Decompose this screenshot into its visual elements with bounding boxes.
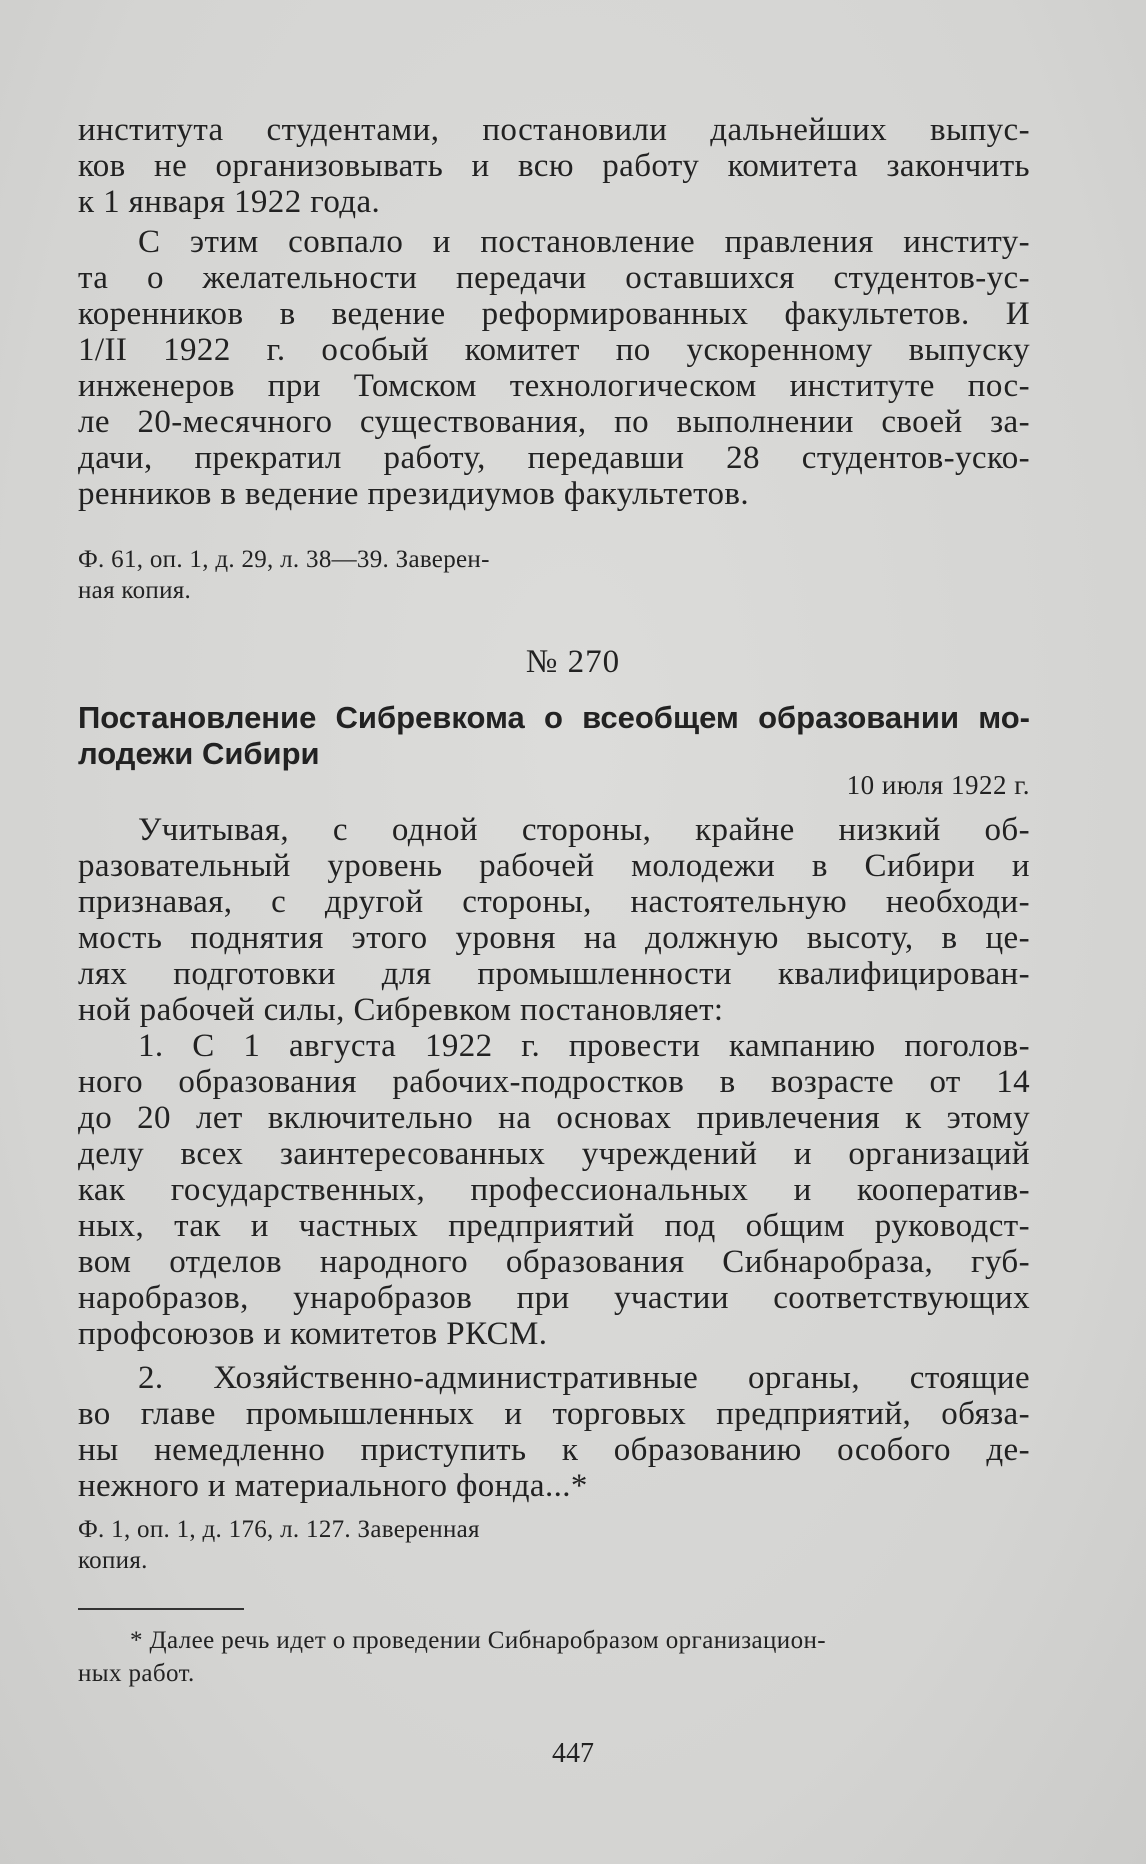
- text-line: мость поднятия этого уровня на должную высоту, в це-: [78, 920, 1030, 956]
- text-line: разовательный уровень рабочей молодежи в Сибири и: [78, 848, 1030, 884]
- document-date-wrap: [78, 768, 1030, 802]
- footnote: [78, 1624, 1030, 1690]
- text-line: ков не организовывать и всю работу комитета закончить: [78, 148, 1030, 184]
- footnote-line: * Далее речь идет о проведении Сибнаробразом организацион-: [130, 1627, 826, 1654]
- paragraph-point-2: [78, 1360, 1030, 1504]
- source-line: Ф. 61, оп. 1, д. 29, л. 38—39. Заверен-: [78, 546, 490, 573]
- document-number: № 270: [525, 644, 621, 680]
- text-line: коренников в ведение реформированных факультетов. И: [78, 296, 1030, 332]
- text-line: 1. С 1 августа 1922 г. провести кампанию поголов-: [138, 1028, 1030, 1064]
- text-line: во главе промышленных и торговых предприятий, обяза-: [78, 1396, 1030, 1432]
- text-line: института студентами, постановили дальнейших выпус-: [78, 112, 1030, 148]
- source-line: копия.: [78, 1547, 148, 1574]
- text-line: ных, так и частных предприятий под общим руководст-: [78, 1208, 1030, 1244]
- text-line: как государственных, профессиональных и кооператив-: [78, 1172, 1030, 1208]
- text-line: ной рабочей силы, Сибревком постановляет:: [78, 992, 724, 1028]
- text-line: 1/II 1922 г. особый комитет по ускоренному выпуску: [78, 332, 1030, 368]
- page-number: 447: [552, 1738, 594, 1769]
- text-line: лях подготовки для промышленности квалифицирован-: [78, 956, 1030, 992]
- paragraph-point-1: [78, 1028, 1030, 1352]
- text-line: та о желательности передачи оставшихся студентов-ус-: [78, 260, 1030, 296]
- source-line: Ф. 1, оп. 1, д. 176, л. 127. Заверенная: [78, 1516, 480, 1543]
- text-line: ле 20-месячного существования, по выполнении своей за-: [78, 404, 1030, 440]
- text-line: нежного и материального фонда...*: [78, 1468, 588, 1504]
- archival-source: [78, 544, 1030, 606]
- title-line: Постановление Сибревкома о всеобщем образовании мо-: [78, 700, 1030, 735]
- text-line: профсоюзов и комитетов РКСМ.: [78, 1316, 548, 1352]
- document-date: 10 июля 1922 г.: [846, 770, 1030, 800]
- text-line: дачи, прекратил работу, передавши 28 студентов-уско-: [78, 440, 1030, 476]
- text-line: Учитывая, с одной стороны, крайне низкий об-: [138, 812, 1030, 848]
- footnote-divider: [78, 1608, 244, 1610]
- text-line: наробразов, унаробразов при участии соответствующих: [78, 1280, 1030, 1316]
- paragraph-preamble: [78, 812, 1030, 1028]
- text-line: ренников в ведение президиумов факультетов.: [78, 476, 750, 512]
- source-line: ная копия.: [78, 577, 192, 604]
- paragraph-continuation: [78, 112, 1030, 220]
- text-line: ны немедленно приступить к образованию особого де-: [78, 1432, 1030, 1468]
- text-line: признавая, с другой стороны, настоятельную необходи-: [78, 884, 1030, 920]
- footnote-line: ных работ.: [78, 1660, 195, 1687]
- paragraph-committee-closure: [78, 224, 1030, 512]
- text-line: к 1 января 1922 года.: [78, 184, 381, 220]
- text-line: делу всех заинтересованных учреждений и организаций: [78, 1136, 1030, 1172]
- text-line: до 20 лет включительно на основах привлечения к этому: [78, 1100, 1030, 1136]
- text-line: ного образования рабочих-подростков в возрасте от 14: [78, 1064, 1030, 1100]
- text-line: вом отделов народного образования Сибнаробраза, губ-: [78, 1244, 1030, 1280]
- text-line: инженеров при Томском технологическом институте пос-: [78, 368, 1030, 404]
- text-line: С этим совпало и постановление правления институ-: [138, 224, 1030, 260]
- archival-source: [78, 1514, 1030, 1576]
- title-line: лодежи Сибири: [78, 736, 320, 771]
- document-title: [78, 700, 1030, 772]
- text-line: 2. Хозяйственно-административные органы, стоящие: [138, 1360, 1030, 1396]
